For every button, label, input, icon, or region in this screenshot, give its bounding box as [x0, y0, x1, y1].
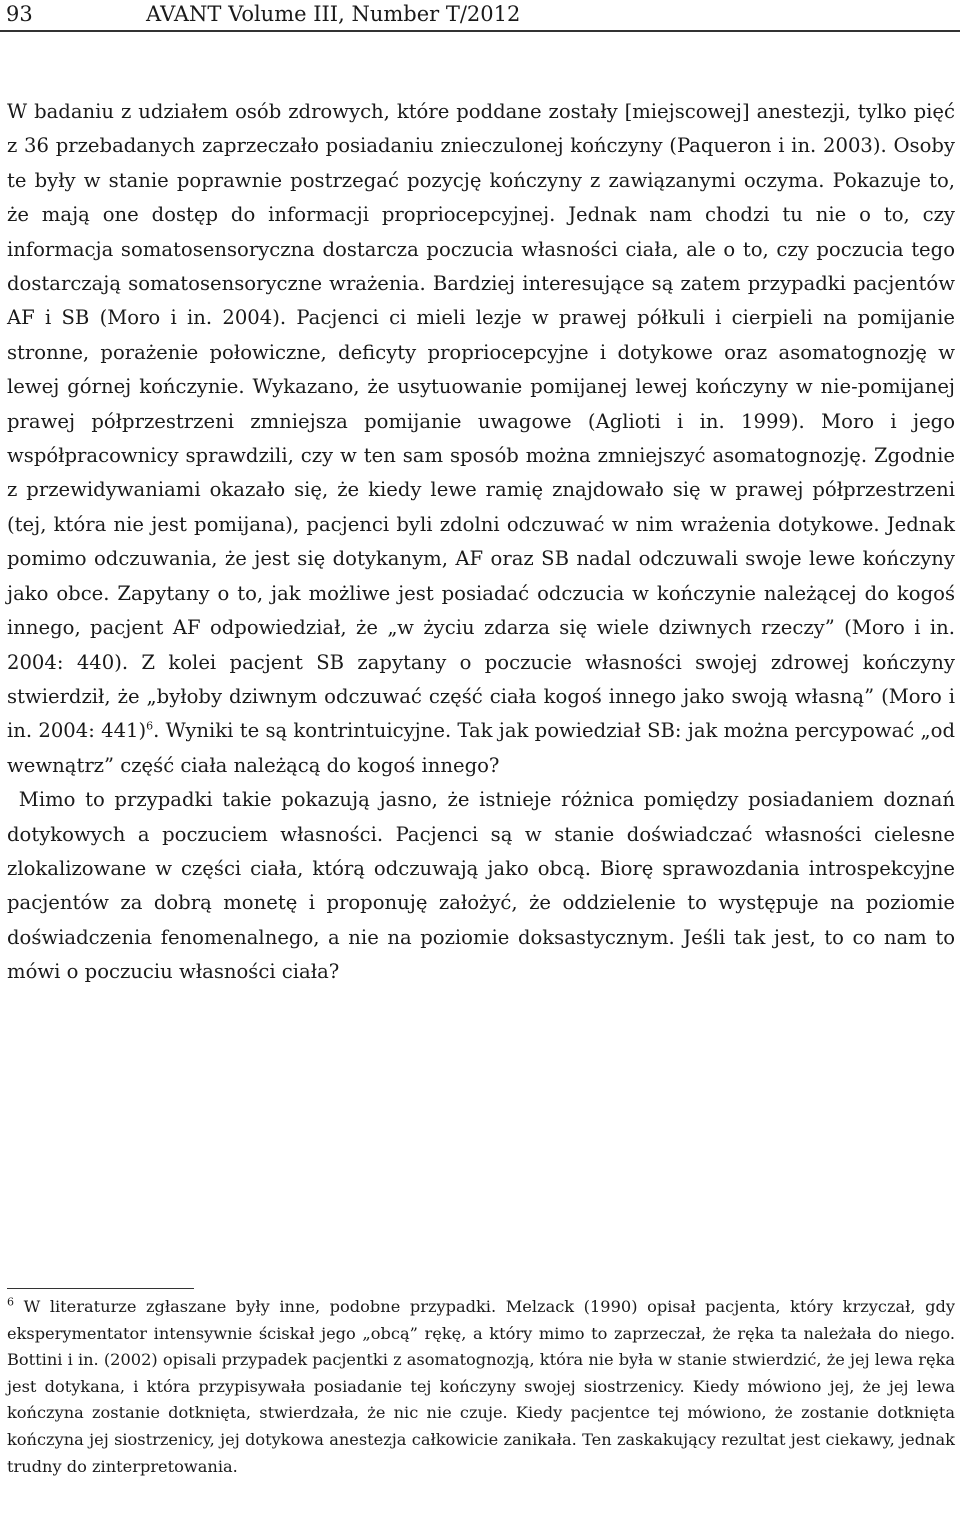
paragraph-1-text-continued: . Wyniki te są kontrintuicyjne. Tak jak powiedział SB: jak można percypować „od wewnątrz” część ciała należącą do kogoś innego?	[7, 719, 955, 777]
footnote	[7, 1294, 955, 1480]
footnote-marker: 6	[7, 1295, 14, 1309]
paragraph-1	[7, 95, 955, 783]
journal-title: AVANT Volume III, Number T/2012	[146, 2, 521, 26]
running-header	[0, 0, 960, 30]
footnote-reference: 6	[146, 719, 154, 733]
header-rule	[0, 30, 960, 32]
footnote-rule	[7, 1288, 194, 1289]
page-number: 93	[6, 2, 33, 26]
paragraph-2: Mimo to przypadki takie pokazują jasno, że istnieje różnica pomiędzy posiadaniem doznań dotykowych a poczuciem własności. Pacjenci są w stanie doświadczać własności cielesne zlokalizowane w części ciała, którą odczuwają jako obcą. Biorę sprawozdania introspekcyjne pacjentów za dobrą monetę i proponuję założyć, że oddzielenie to występuje na poziomie doświadczenia fenomenalnego, a nie na poziomie doksastycznym. Jeśli tak jest, to co nam to mówi o poczuciu własności ciała?	[7, 788, 955, 984]
main-text	[7, 95, 955, 990]
paragraph-1-text: W badaniu z udziałem osób zdrowych, które poddane zostały [miejscowej] anestezji, tylko pięć z 36 przebadanych zaprzeczało posiadaniu znieczulonej kończyny (Paqueron i in. 2003). Osoby te były w stanie poprawnie postrzegać pozycję kończyny z zawiązanymi oczyma. Pokazuje to, że mają one dostęp do informacji propriocepcyjnej. Jednak nam chodzi tu nie o to, czy informacja somatosensoryczna dostarcza poczucia własności ciała, ale o to, czy poczucia tego dostarczają somatosensoryczne wrażenia. Bardziej interesujące są zatem przypadki pacjentów AF i SB (Moro i in. 2004). Pacjenci ci mieli lezje w prawej półkuli i cierpieli na pomijanie stronne, porażenie połowiczne, deficyty propriocepcyjne i dotykowe oraz asomatognozję w lewej górnej kończynie. Wykazano, że usytuowanie pomijanej lewej kończyny w nie-pomijanej prawej półprzestrzeni zmniejsza pomijanie uwagowe (Aglioti i in. 1999). Moro i jego współpracownicy sprawdzili, czy w ten sam sposób można zmniejszyć asomatognozję. Zgodnie z przewidywaniami okazało się, że kiedy lewe ramię znajdowało się w prawej półprzestrzeni (tej, która nie jest pomijana), pacjenci byli zdolni odczuwać w nim wrażenia dotykowe. Jednak pomimo odczuwania, że jest się dotykanym, AF oraz SB nadal odczuwali swoje lewe kończyny jako obce. Zapytany o to, jak możliwe jest posiadać odczucia w kończynie należącej do kogoś innego, pacjent AF odpowiedział, że „w życiu zdarza się wiele dziwnych rzeczy” (Moro i in. 2004: 440). Z kolei pacjent SB zapytany o poczucie własności swojej zdrowej kończyny stwierdził, że „byłoby dziwnym odczuwać część ciała kogoś innego jako swoją własną” (Moro i in. 2004: 441)	[7, 100, 955, 743]
footnote-text: W literaturze zgłaszane były inne, podobne przypadki. Melzack (1990) opisał pacjenta, który krzyczał, gdy eksperymentator intensywnie ściskał jego „obcą” rękę, a który mimo to zaprzeczał, że ręka ta należała do niego. Bottini i in. (2002) opisali przypadek pacjentki z asomatognozją, która nie była w stanie stwierdzić, że jej lewa ręka jest dotykana, i która przypisywała posiadanie tej kończyny swojej siostrzenicy. Kiedy mówiono jej, że jej lewa kończyna zostanie dotknięta, stwierdzała, że nic nie czuje. Kiedy pacjentce tej mówiono, że zostanie dotknięta kończyna jej siostrzenicy, jej dotykowa anestezja całkowicie zanikała. Ten zaskakujący rezultat jest ciekawy, jednak trudny do zinterpretowania.	[7, 1297, 955, 1476]
footnote-6	[7, 1294, 955, 1480]
